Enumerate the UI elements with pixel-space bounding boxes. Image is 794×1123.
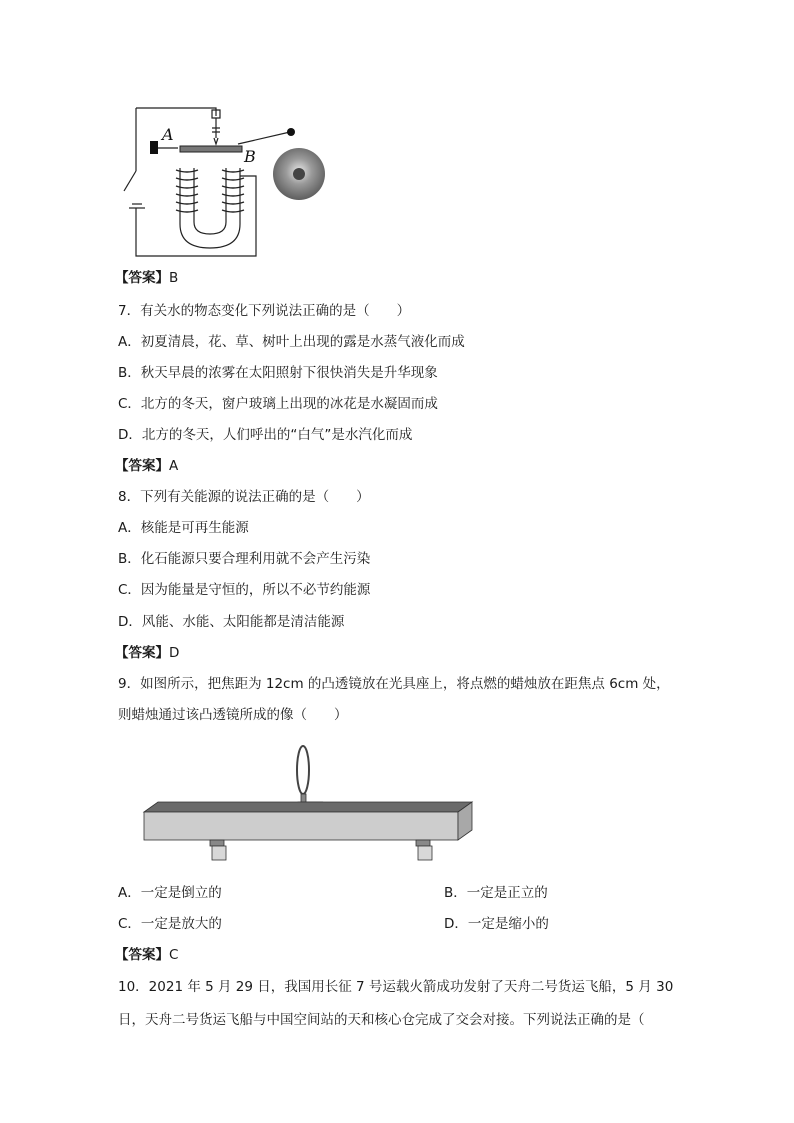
q9-option-c: C．一定是放大的 — [118, 916, 222, 932]
q7-option-b: B．秋天早晨的浓雾在太阳照射下很快消失是升华现象 — [118, 365, 438, 381]
electric-bell-circuit-figure — [118, 96, 338, 266]
answer-7: 【答案】A — [115, 458, 179, 474]
q9-stem-line1: 9．如图所示，把焦距为 12cm 的凸透镜放在光具座上，将点燃的蜡烛放在距焦点 6cm 处， — [118, 676, 670, 692]
q8-stem: 8．下列有关能源的说法正确的是（ ） — [118, 489, 370, 505]
q7-option-d: D．北方的冬天，人们呼出的“白气”是水汽化而成 — [118, 427, 413, 443]
q10-stem-line2: 日，天舟二号货运飞船与中国空间站的天和核心仓完成了交会对接。下列说法正确的是（ — [118, 1012, 645, 1028]
q7-option-c: C．北方的冬天，窗户玻璃上出现的冰花是水凝固而成 — [118, 396, 438, 412]
q10-stem-line1: 10．2021 年 5 月 29 日，我国用长征 7 号运载火箭成功发射了天舟二号货运飞船，5 月 30 — [118, 979, 674, 995]
answer-6: 【答案】B — [115, 270, 179, 286]
q9-stem-line2: 则蜡烛通过该凸透镜所成的像（ ） — [118, 707, 348, 723]
q8-option-c: C．因为能量是守恒的，所以不必节约能源 — [118, 582, 371, 598]
q8-option-d: D．风能、水能、太阳能都是清洁能源 — [118, 614, 345, 630]
q9-option-d: D．一定是缩小的 — [444, 916, 549, 932]
q9-option-a: A．一定是倒立的 — [118, 885, 222, 901]
q9-option-b: B．一定是正立的 — [444, 885, 548, 901]
q8-option-a: A．核能是可再生能源 — [118, 520, 249, 536]
answer-8: 【答案】D — [115, 645, 180, 661]
q8-option-b: B．化石能源只要合理利用就不会产生污染 — [118, 551, 371, 567]
answer-9: 【答案】C — [115, 947, 179, 963]
q7-stem: 7．有关水的物态变化下列说法正确的是（ ） — [118, 303, 411, 319]
optical-bench-figure — [140, 744, 476, 864]
contact-a-label: A — [162, 125, 174, 144]
q7-option-a: A．初夏清晨，花、草、树叶上出现的露是水蒸气液化而成 — [118, 334, 465, 350]
armature-b-label: B — [244, 147, 256, 166]
